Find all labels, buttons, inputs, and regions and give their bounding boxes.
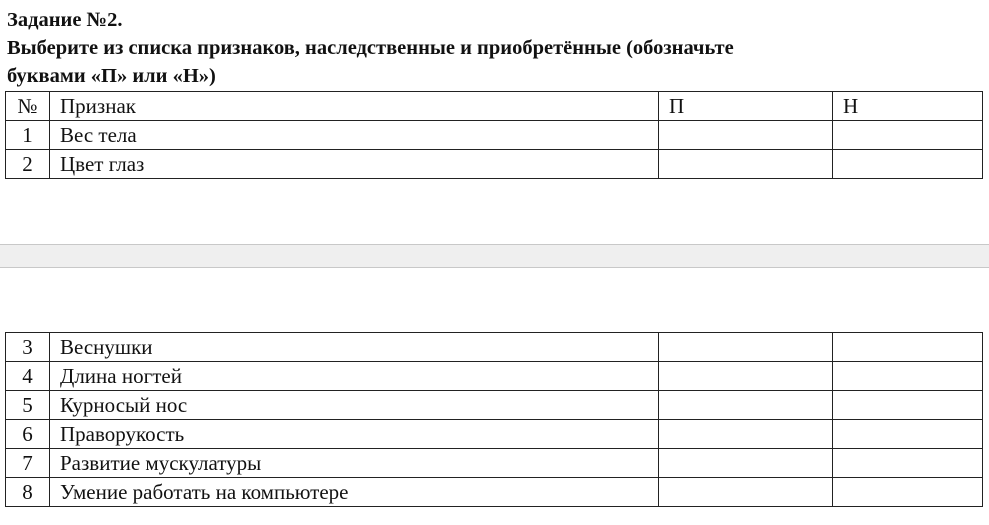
trait-name: Веснушки xyxy=(50,333,659,362)
row-number: 8 xyxy=(6,478,50,507)
row-number: 5 xyxy=(6,391,50,420)
trait-name: Умение работать на компьютере xyxy=(50,478,659,507)
table-row xyxy=(6,333,983,362)
header-trait: Признак xyxy=(50,92,659,121)
answer-cell-n[interactable] xyxy=(833,391,983,420)
task-title: Задание №2. xyxy=(7,9,123,31)
row-number: 1 xyxy=(6,121,50,150)
traits-table-bottom xyxy=(5,332,983,507)
answer-cell-n[interactable] xyxy=(833,420,983,449)
task-instruction-line-2: буквами «П» или «Н») xyxy=(7,65,216,87)
trait-name: Праворукость xyxy=(50,420,659,449)
table-row xyxy=(6,478,983,507)
table-row xyxy=(6,150,983,179)
task-heading xyxy=(7,6,967,90)
answer-cell-p[interactable] xyxy=(659,478,833,507)
answer-cell-p[interactable] xyxy=(659,449,833,478)
trait-name: Вес тела xyxy=(50,121,659,150)
table-row xyxy=(6,449,983,478)
answer-cell-p[interactable] xyxy=(659,362,833,391)
header-n: Н xyxy=(833,92,983,121)
row-number: 7 xyxy=(6,449,50,478)
row-number: 6 xyxy=(6,420,50,449)
header-p: П xyxy=(659,92,833,121)
answer-cell-n[interactable] xyxy=(833,150,983,179)
answer-cell-p[interactable] xyxy=(659,121,833,150)
answer-cell-n[interactable] xyxy=(833,449,983,478)
header-num: № xyxy=(6,92,50,121)
trait-name: Длина ногтей xyxy=(50,362,659,391)
page-break-gap xyxy=(0,244,989,268)
answer-cell-p[interactable] xyxy=(659,150,833,179)
answer-cell-n[interactable] xyxy=(833,333,983,362)
traits-table-top xyxy=(5,91,983,179)
answer-cell-n[interactable] xyxy=(833,478,983,507)
table-row xyxy=(6,420,983,449)
table-row xyxy=(6,362,983,391)
answer-cell-n[interactable] xyxy=(833,362,983,391)
answer-cell-p[interactable] xyxy=(659,420,833,449)
table-row xyxy=(6,121,983,150)
table-header-row xyxy=(6,92,983,121)
answer-cell-p[interactable] xyxy=(659,333,833,362)
row-number: 4 xyxy=(6,362,50,391)
trait-name: Развитие мускулатуры xyxy=(50,449,659,478)
trait-name: Курносый нос xyxy=(50,391,659,420)
trait-name: Цвет глаз xyxy=(50,150,659,179)
answer-cell-n[interactable] xyxy=(833,121,983,150)
row-number: 2 xyxy=(6,150,50,179)
row-number: 3 xyxy=(6,333,50,362)
table-row xyxy=(6,391,983,420)
task-instruction-line-1: Выберите из списка признаков, наследственные и приобретённые (обозначьте xyxy=(7,37,734,59)
answer-cell-p[interactable] xyxy=(659,391,833,420)
